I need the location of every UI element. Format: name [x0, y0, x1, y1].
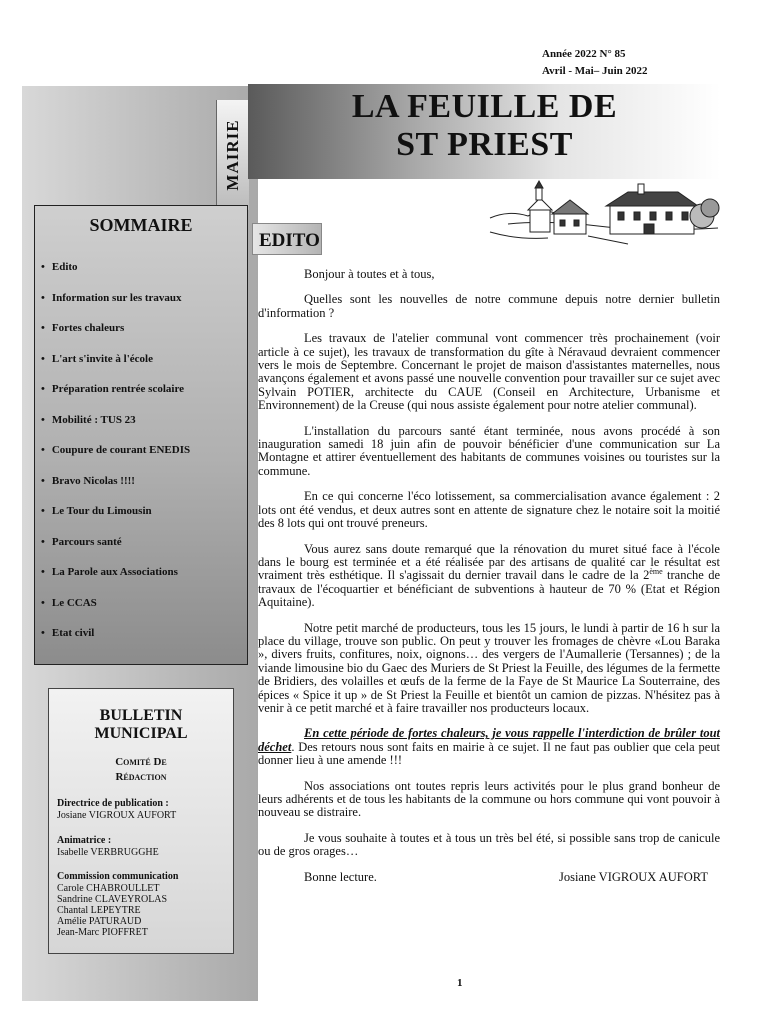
bulletin-credits	[48, 688, 234, 954]
toc-item-parcours[interactable]: • Parcours santé	[41, 536, 190, 567]
member-name: Jean-Marc PIOFFRET	[57, 927, 148, 938]
masthead	[248, 84, 721, 179]
member-name: Amélie PATURAUD	[57, 916, 142, 927]
edito-paragraph: En ce qui concerne l'éco lotissement, sa commercialisation avance également : 2 lots ont été vendus, et deux autres sont en attente de signature chez le notaire soit la moitié des 8 lots qui ont trouvé preneurs.	[258, 489, 720, 531]
director-role: Directrice de publication :	[57, 798, 169, 809]
toc-item-art[interactable]: • L'art s'invite à l'école	[41, 353, 190, 384]
bulletin-title-line-1: BULLETIN	[99, 707, 183, 724]
toc-item-edito[interactable]: • Edito	[41, 261, 190, 292]
edito-paragraph	[258, 727, 720, 767]
signature: Josiane VIGROUX AUFORT	[558, 869, 708, 884]
edito-signoff	[258, 871, 720, 884]
bulletin-title-line-2: MUNICIPAL	[94, 725, 188, 742]
toc-item-rentree[interactable]: • Préparation rentrée scolaire	[41, 383, 190, 414]
commission-members	[57, 883, 167, 938]
animator-role: Animatrice :	[57, 835, 112, 846]
mairie-label: MAIRIE	[223, 119, 242, 191]
toc-list	[41, 261, 190, 658]
newsletter-title	[248, 88, 721, 164]
title-line-1: LA FEUILLE DE	[351, 88, 618, 125]
edito-heading: EDITO	[259, 230, 320, 251]
page-number: 1	[457, 977, 463, 989]
member-name: Carole CHABROULLET	[57, 883, 160, 894]
fire-ban-warning: En cette période de fortes chaleurs, je vous rappelle l'interdiction de brûler tout déchet	[258, 726, 720, 754]
table-of-contents	[34, 205, 248, 665]
edito-paragraph: Notre petit marché de producteurs, tous les 15 jours, le lundi à partir de 16 h sur la place du village, trouve son public. On peut y trouver les fromages de chèvre «Lou Baraka », divers fruits, confitures, noix, oignons… des vergers de l'Aumallerie (Tersannes) ; de la viande limousine bio du Gaec des Muriers de St Priest la Feuille, des légumes de la fermette de Bridiers, des volailles et œufs de la ferme de la Faye de St Maurice La Souterraine, des épices « Spice it up » de St Priest la Feuille et bientôt un camion de pizzas. N'hésitez pas à venir à ce petit marché et à faire travailler nos producteurs locaux.	[258, 620, 720, 715]
p5-text-b: tranche de travaux de l'écoquartier et bénéficiant de subventions à hauteur de 70 % (Etat et Région Aquitaine).	[258, 568, 721, 610]
toc-item-chaleurs[interactable]: • Fortes chaleurs	[41, 322, 190, 353]
animator-name: Isabelle VERBRUGGHE	[57, 847, 159, 858]
toc-item-travaux[interactable]: • Information sur les travaux	[41, 292, 190, 323]
issue-info	[542, 46, 648, 80]
edito-greeting: Bonjour à toutes et à tous,	[304, 267, 435, 281]
edito-paragraph: Les travaux de l'atelier communal vont commencer très prochainement (voir article à ce sujet), les travaux de transformation du gîte à Néravaud devraient commencer vers le mois de Septembre. Concernant le projet de maison d'assistantes maternelles, nous avançons également et avons passé une nouvelle convention pour travailler sur ce sujet avec Sylvain POTIER, architecte du CAUE (Conseil en Architecture, Urbanisme et Environnement) de la Creuse (qui nous assiste également pour notre atelier communal).	[258, 331, 720, 413]
issue-number: Année 2022 N° 85	[542, 48, 626, 60]
p5-superscript: ème	[649, 567, 663, 577]
toc-item-limousin[interactable]: • Le Tour du Limousin	[41, 505, 190, 536]
committee-heading	[49, 755, 233, 785]
edito-paragraph: L'installation du parcours santé étant terminée, nous avons procédé à son inauguration samedi 18 juin afin de pouvoir bénéficier d'une communication sur La Montagne et attirer éventuellement des habitants de communes voisines ou touristes sur la commune.	[258, 423, 720, 478]
closing-text: Bonne lecture.	[304, 869, 377, 884]
member-name: Chantal LEPEYTRE	[57, 905, 141, 916]
edito-article	[258, 268, 720, 884]
p5-text-a: Vous aurez sans doute remarqué que la rénovation du muret situé face à l'école dans le bourg est terminée et a été réalisée par des artisans de qualité car le résultat est vraiment très esthétique. Il s'agissait du dernier travail dans le cadre de la 2	[258, 541, 720, 583]
p7-text: . Des retours nous sont faits en mairie à ce sujet. Il ne faut pas oublier que cela peut donner lieu à une amende !!!	[258, 739, 720, 768]
mairie-tab	[216, 100, 249, 210]
toc-heading: SOMMAIRE	[89, 215, 193, 235]
village-illustration	[488, 180, 720, 250]
committee-line-1: Comité De	[115, 756, 167, 768]
edito-paragraph: Je vous souhaite à toutes et à tous un très bel été, si possible sans trop de canicule ou de gros orages…	[258, 830, 720, 859]
edito-paragraph	[258, 543, 720, 610]
edito-paragraph: Quelles sont les nouvelles de notre commune depuis notre dernier bulletin d'information ?	[258, 292, 720, 320]
toc-item-mobilite[interactable]: • Mobilité : TUS 23	[41, 414, 190, 445]
member-name: Sandrine CLAVEYROLAS	[57, 894, 168, 905]
toc-item-associations[interactable]: • La Parole aux Associations	[41, 566, 190, 597]
commission-role: Commission communication	[57, 871, 179, 882]
edito-paragraph: Nos associations ont toutes repris leurs activités pour le plus grand bonheur de leurs adhérents et de tous les habitants de la commune ou hors commune qui vont pouvoir à nouveau se distraire.	[258, 778, 720, 820]
toc-item-ccas[interactable]: • Le CCAS	[41, 597, 190, 628]
committee-line-2: Rédaction	[115, 771, 167, 783]
edito-tab	[252, 223, 322, 255]
toc-item-etat-civil[interactable]: • Etat civil	[41, 627, 190, 658]
bulletin-title	[49, 707, 233, 743]
toc-item-nicolas[interactable]: • Bravo Nicolas !!!!	[41, 475, 190, 506]
title-line-2: ST PRIEST	[396, 126, 573, 163]
issue-period: Avril - Mai– Juin 2022	[542, 65, 648, 77]
toc-item-enedis[interactable]: • Coupure de courant ENEDIS	[41, 444, 190, 475]
director-name: Josiane VIGROUX AUFORT	[57, 810, 177, 821]
